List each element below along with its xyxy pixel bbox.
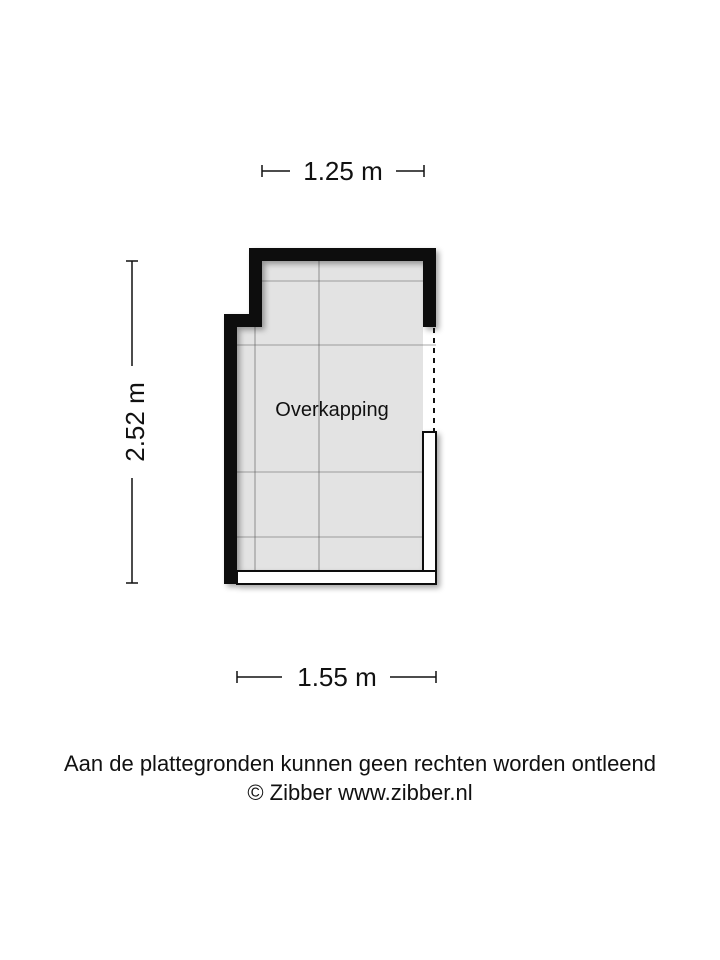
left-dimension-label: 2.52 m (120, 382, 150, 462)
bottom-wall (237, 571, 436, 584)
disclaimer-text: Aan de plattegronden kunnen geen rechten worden ontleend (63, 751, 657, 776)
bottom-dimension-label: 1.55 m (297, 662, 377, 692)
bottom-dimension (237, 662, 436, 692)
credit-text: © Zibber www.zibber.nl (247, 780, 473, 805)
top-dimension (262, 156, 424, 186)
left-dimension (120, 261, 150, 583)
room-label: Overkapping (275, 399, 389, 421)
right-wall-stub (423, 432, 436, 571)
top-dimension-label: 1.25 m (303, 156, 383, 186)
